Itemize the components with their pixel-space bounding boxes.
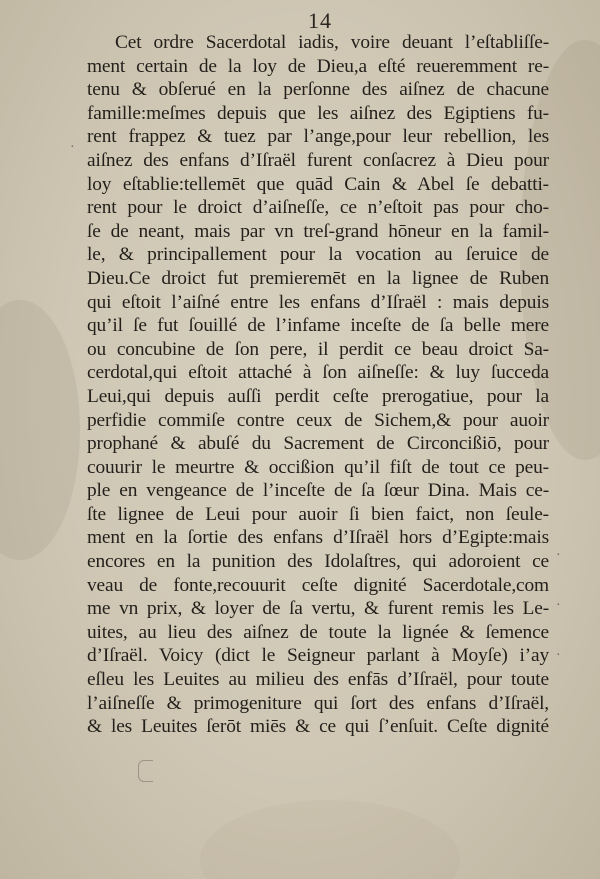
text-line: veau de fonte,recouurit ceſte dignité Sacerdotale,com [87, 574, 549, 596]
text-line: rent pour le droict d’aiſneſſe, ce n’eſtoit pas pour cho- [87, 197, 549, 219]
text-line: cerdotal,qui eſtoit attaché à ſon aiſneſſe: & luy ſucceda [87, 362, 549, 384]
text-line: & les Leuites ſerōt miēs & ce qui ſ’enſuit. Ceſte dignité [87, 716, 549, 738]
text-line: Leui,qui depuis auſſi perdit ceſte prerogatiue, pour la [87, 385, 549, 407]
text-line: ment en la ſortie des enfans d’Iſraël hors d’Egipte:mais [87, 527, 549, 549]
text-line: ou concubine de ſon pere, il perdit ce beau droict Sa- [87, 338, 549, 360]
margin-speck: · [556, 648, 561, 663]
text-line: le, & principallement pour la vocation au ſeruice de [87, 244, 549, 266]
text-line: Cet ordre Sacerdotal iadis, voire deuant l’eſtabliſſe- [115, 32, 549, 53]
paper-stain [0, 300, 80, 560]
text-line: eſleu les Leuites au milieu des enfās d’Iſraël, pour toute [87, 669, 549, 691]
text-line: famille:meſmes depuis que les aiſnez des Egiptiens fu- [87, 102, 549, 124]
text-line: tenu & obſerué en la perſonne des aiſnez de chacune [87, 79, 549, 101]
text-line: me vn prix, & loyer de ſa vertu, & furent remis les Le- [87, 598, 549, 620]
margin-speck: · [556, 598, 561, 613]
margin-speck: · [556, 548, 561, 563]
text-line: l’aiſneſſe & primogeniture qui ſort des enfans d’Iſraël, [87, 692, 549, 714]
body-text [87, 31, 549, 739]
text-line: uites, au lieu des aiſnez de toute la lignée & ſemence [87, 621, 549, 643]
text-line: aiſnez des enfans d’Iſraël furent conſacrez à Dieu pour [87, 149, 549, 171]
text-line: d’Iſraël. Voicy (dict le Seigneur parlant à Moyſe) i’ay [87, 645, 549, 667]
text-line: ſte lignee de Leui pour auoir ſi bien faict, non ſeule- [87, 503, 549, 525]
text-line: prophané & abuſé du Sacrement de Circoncißiō, pour [87, 433, 549, 455]
text-line: ment certain de la loy de Dieu,a eſté reueremment re- [87, 55, 549, 77]
text-line: couurir le meurtre & occißion qu’il fiſt de tout ce peu- [87, 456, 549, 478]
bottom-ink-mark [138, 760, 153, 782]
page-number: 14 [308, 8, 332, 33]
text-line: Dieu.Ce droict fut premieremēt en la lignee de Ruben [87, 267, 549, 289]
text-line: qu’il ſe fut ſouillé de l’infame inceſte de ſa belle mere [87, 315, 549, 337]
text-line: rent frappez & tuez par l’ange,pour leur rebellion, les [87, 126, 549, 148]
text-line: ſe de neant, mais par vn treſ-grand hōneur en la famil- [87, 220, 549, 242]
margin-speck: · [70, 140, 75, 155]
text-line: qui eſtoit l’aiſné entre les enfans d’Iſraël : mais depuis [87, 291, 549, 313]
text-line: loy eſtablie:tellemēt que quād Cain & Abel ſe debatti- [87, 173, 549, 195]
text-line: perfidie commiſe contre ceux de Sichem,& pour auoir [87, 409, 549, 431]
paper-stain [200, 800, 460, 879]
text-line: ple en vengeance de l’inceſte de ſa ſœur Dina. Mais ce- [87, 480, 549, 502]
text-line: encores en la punition des Idolaſtres, qui adoroient ce [87, 551, 549, 573]
